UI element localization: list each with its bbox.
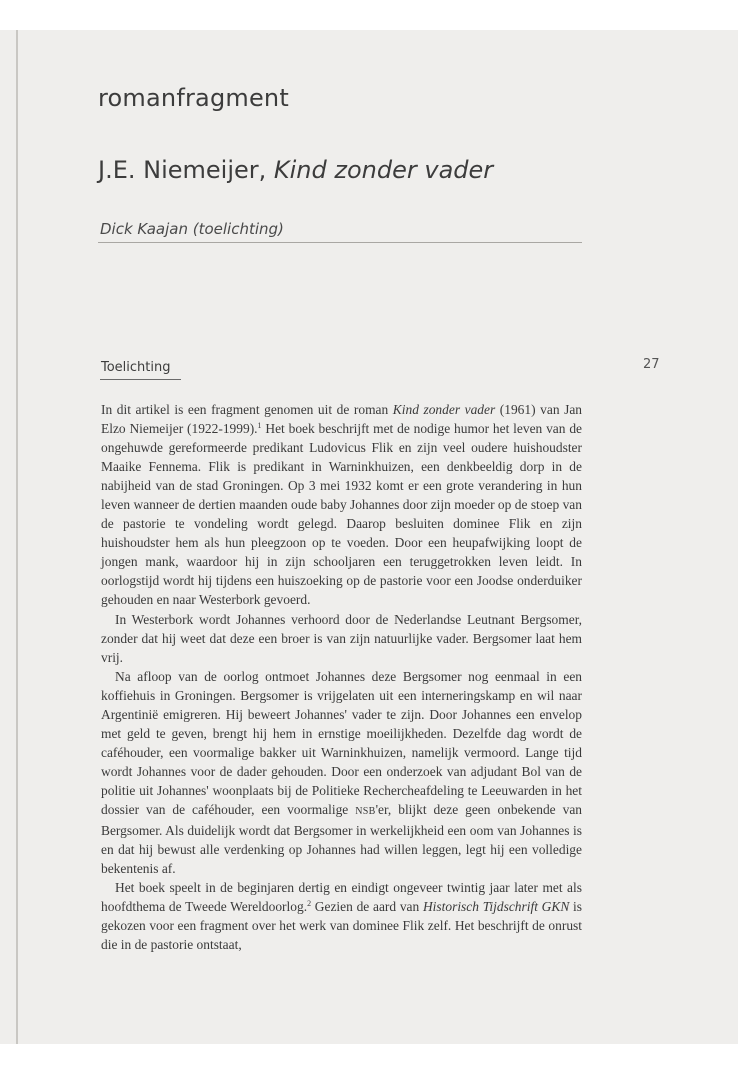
paragraph-4 [101, 878, 582, 954]
text-run: 'er, blijkt deze geen onbekende van Bergsomer. Als duidelijk wordt dat Bergsomer in werkelijkheid een oom van Johannes is en dat hij bewust alle verdenking op Johannes had willen leggen, legt hij een volledige bekentenis af. [101, 801, 583, 877]
bottom-margin [0, 1044, 738, 1068]
text-run: Gezien de aard van [311, 899, 423, 915]
paragraph-1 [101, 400, 582, 610]
journal-title-italic: Historisch Tijdschrift GKN [422, 899, 570, 915]
text-run: Het boek speelt in de beginjaren dertig en eindigt ongeveer twintig jaar later met als hoofdthema de Tweede Wereldoorlog. [101, 880, 582, 915]
small-caps-abbreviation: NSB [355, 805, 376, 817]
page-number: 27 [643, 357, 660, 372]
paragraph-2: In Westerbork wordt Johannes verhoord door de Nederlandse Leutnant Bergsomer, zonder dat hij weet dat deze een broer is van zijn natuurlijke vader. Bergsomer laat hem vrij. [101, 611, 582, 665]
section-heading-underline [100, 379, 181, 380]
text-run: In dit artikel is een fragment genomen uit de roman [101, 402, 393, 417]
title-author-name: J.E. Niemeijer, [98, 156, 274, 184]
section-heading: Toelichting [101, 360, 171, 375]
footnote-marker: 2 [307, 899, 312, 909]
author-divider [98, 242, 582, 243]
top-margin [0, 0, 738, 30]
binding-edge [16, 30, 18, 1044]
section-kicker: romanfragment [98, 84, 289, 112]
text-run: Na afloop van de oorlog ontmoet Johannes deze Bergsomer nog eenmaal in een koffiehuis in Groningen. Bergsomer is vrijgelaten uit een interneringskamp en wil naar Argentinië emigreren. Hij beweert Johannes' vader te zijn. Door Johannes een envelop met geld te geven, brengt hij hem in ernstige moeilijkheden. Dezelfde dag wordt de caféhouder, een voormalige bakker uit Warninkhuizen, namelijk vermoord. Lange tijd wordt Johannes voor de dader gehouden. Door een onderzoek van adjudant Bol van de politie uit Johannes' woonplaats bij de Politieke Rechercheafdeling te Leeuwarden in het dossier van de caféhouder, een voormalige [101, 668, 582, 817]
footnote-marker: 1 [257, 421, 262, 431]
text-run: (1961) van Jan Elzo Niemeijer (1922-1999). [101, 402, 583, 437]
article-title [98, 156, 493, 184]
title-book-name: Kind zonder vader [273, 156, 494, 184]
text-run: is gekozen voor een fragment over het werk van dominee Flik zelf. Het beschrijft de onrust die in de pastorie ontstaat, [101, 899, 583, 953]
article-author: Dick Kaajan (toelichting) [100, 220, 284, 238]
book-title-italic: Kind zonder vader [392, 402, 496, 417]
text-run: Het boek beschrijft met de nodige humor het leven van de ongehuwde gereformeerde predikant Ludovicus Flik en zijn veel oudere huishoudster Maaike Fennema. Flik is predikant in Warninkhuizen, een denkbeeldig dorp in de nabijheid van de stad Groningen. Op 3 mei 1932 komt er een grote verandering in hun leven wanneer de dertien maanden oude baby Johannes door zijn moeder op de stoep van de pastorie te vondeling wordt gelegd. Daarop besluiten dominee Flik en zijn huishoudster hem als hun pleegzoon op te voeden. Door een heupafwijking loopt de jongen mank, waardoor hij in zijn schooljaren een teruggetrokken leven leidt. In oorlogstijd wordt hij tijdens een huiszoeking op de pastorie voor een Joodse onderduiker gehouden en naar Westerbork gevoerd. [101, 421, 582, 608]
paragraph-3 [101, 667, 582, 879]
article-body [101, 400, 582, 954]
